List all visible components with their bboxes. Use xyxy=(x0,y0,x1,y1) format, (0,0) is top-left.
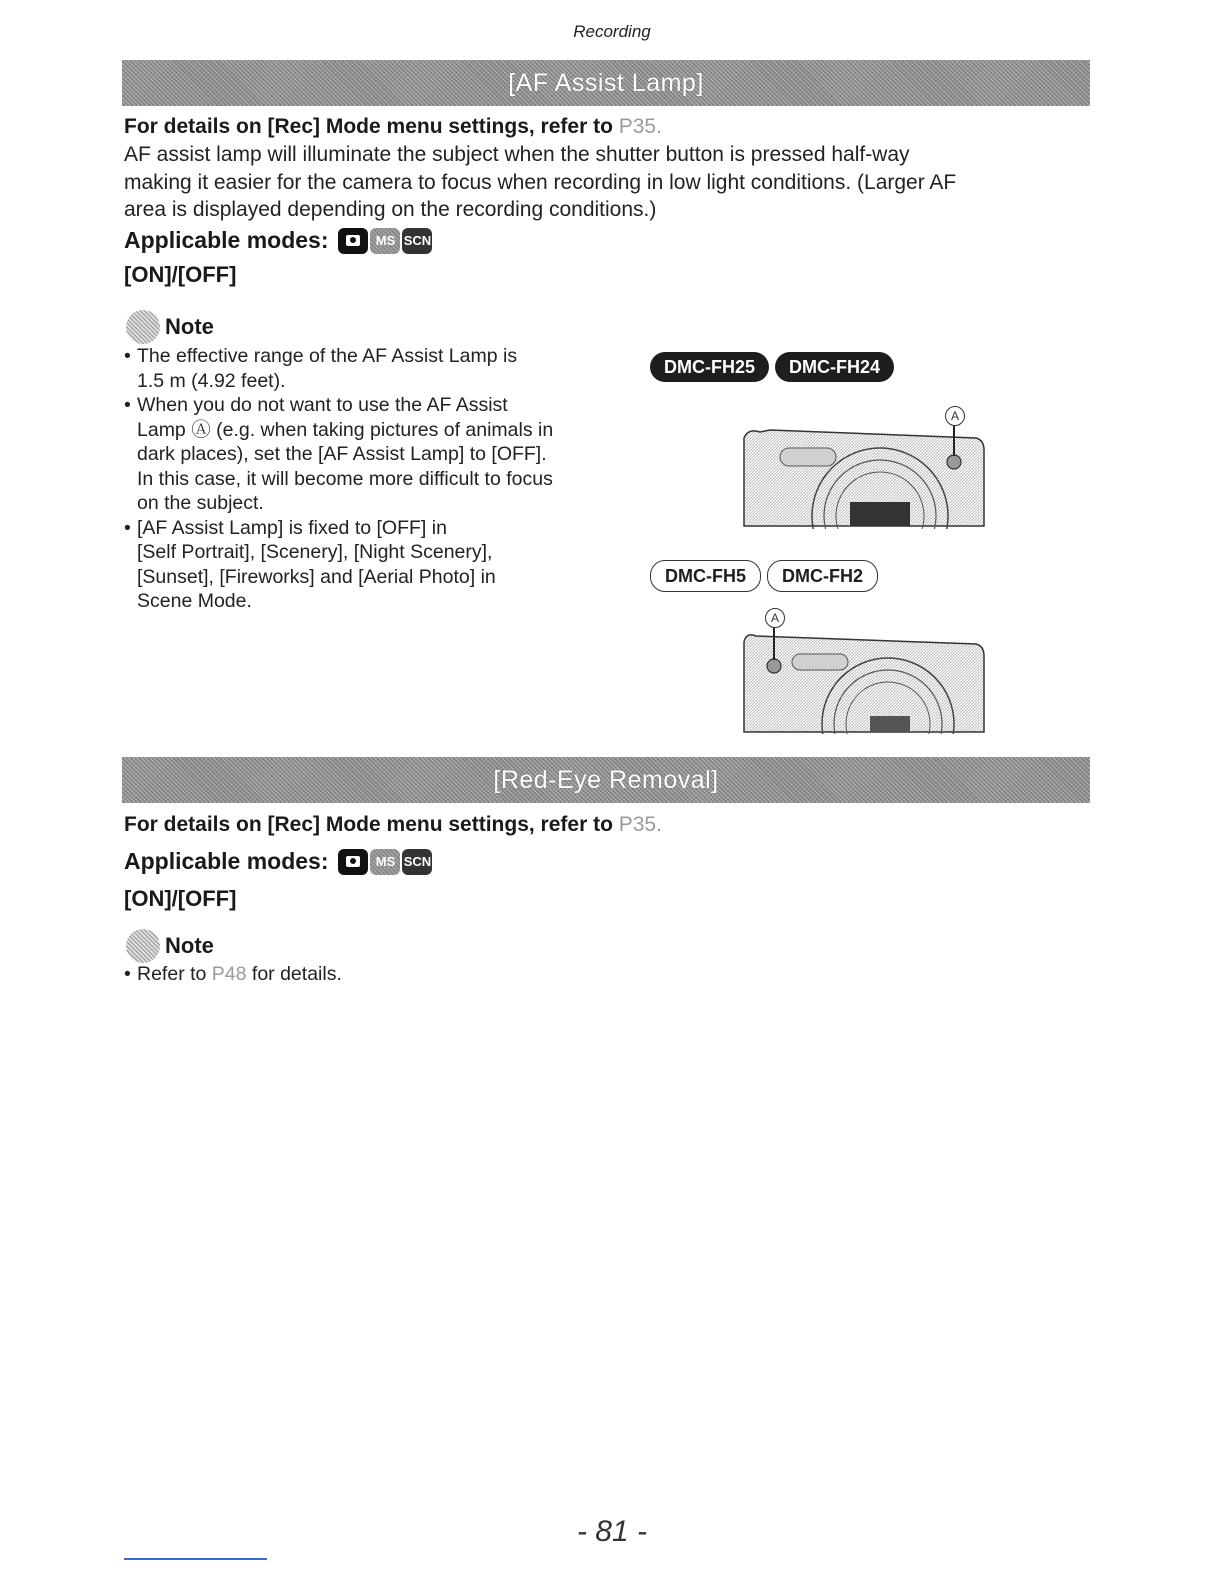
model-badge: DMC-FH2 xyxy=(767,560,878,592)
note-item: • Refer to P48 for details. xyxy=(124,962,624,987)
page-reference-link[interactable]: P48 xyxy=(211,963,247,985)
note-label: Note xyxy=(165,933,214,958)
applicable-modes xyxy=(124,227,434,254)
model-labels-bottom xyxy=(650,560,878,592)
applicable-modes-label: Applicable modes: xyxy=(124,227,329,253)
running-header: Recording xyxy=(573,22,651,41)
note-list xyxy=(124,344,624,614)
model-badge: DMC-FH25 xyxy=(650,352,769,382)
scene-mode-icon: SCN xyxy=(402,228,432,254)
note-item: • When you do not want to use the AF Assist Lamp Ⓐ (e.g. when taking pictures of animals in dark places), set the [AF Assist Lamp] to [OFF]. In this case, it will become more difficult to focus on the subject. xyxy=(124,393,624,516)
note-label: Note xyxy=(165,314,214,339)
section-title: [Red-Eye Removal] xyxy=(493,765,719,794)
page-reference-link[interactable]: P35 xyxy=(618,115,657,138)
details-text: For details on [Rec] Mode menu settings, refer to xyxy=(124,115,619,138)
intelligent-auto-camera-icon xyxy=(338,849,368,875)
note-heading xyxy=(126,310,214,344)
details-reference-line xyxy=(124,115,662,139)
option-values: [ON]/[OFF] xyxy=(124,886,237,911)
option-values: [ON]/[OFF] xyxy=(124,262,237,287)
section-title: [AF Assist Lamp] xyxy=(508,68,704,97)
section-title-bar-red-eye-removal xyxy=(122,757,1090,803)
details-period: . xyxy=(656,115,662,138)
description-line: making it easier for the camera to focus when recording in low light conditions. (Larger AF xyxy=(124,170,957,194)
scene-mode-icon: SCN xyxy=(402,849,432,875)
ms-mode-icon: MS xyxy=(370,228,400,254)
details-period: . xyxy=(656,813,662,836)
page-number: - 81 - xyxy=(576,1515,648,1548)
model-labels-top xyxy=(650,352,894,382)
section-title-bar-af-assist-lamp xyxy=(122,60,1090,106)
mode-icons xyxy=(338,228,434,254)
model-badge: DMC-FH24 xyxy=(775,352,894,382)
camera-illustration-fh5 xyxy=(740,606,990,734)
mode-icons xyxy=(338,849,434,875)
assist-lamp-marker: A xyxy=(765,608,785,628)
model-badge: DMC-FH5 xyxy=(650,560,761,592)
description-line: area is displayed depending on the recording conditions.) xyxy=(124,198,657,221)
camera-illustration-fh25 xyxy=(740,404,990,529)
note-icon xyxy=(126,310,160,344)
note-heading xyxy=(126,929,214,963)
applicable-modes-label: Applicable modes: xyxy=(124,848,329,874)
note-item: • The effective range of the AF Assist Lamp is 1.5 m (4.92 feet). xyxy=(124,344,624,393)
note-icon xyxy=(126,929,160,963)
assist-lamp-marker: A xyxy=(945,406,965,426)
intelligent-auto-camera-icon xyxy=(338,228,368,254)
footer-rule xyxy=(124,1558,267,1560)
details-reference-line xyxy=(124,813,662,837)
ms-mode-icon: MS xyxy=(370,849,400,875)
note-item: • [AF Assist Lamp] is fixed to [OFF] in [Self Portrait], [Scenery], [Night Scenery], [Sunset], [Fireworks] and [Aerial Photo] in Scene Mode. xyxy=(124,516,624,614)
details-text: For details on [Rec] Mode menu settings, refer to xyxy=(124,813,619,836)
page-reference-link[interactable]: P35 xyxy=(618,813,657,836)
note-list xyxy=(124,962,624,987)
applicable-modes xyxy=(124,848,434,875)
description-line: AF assist lamp will illuminate the subject when the shutter button is pressed half-way xyxy=(124,143,910,166)
af-description xyxy=(124,141,1094,224)
